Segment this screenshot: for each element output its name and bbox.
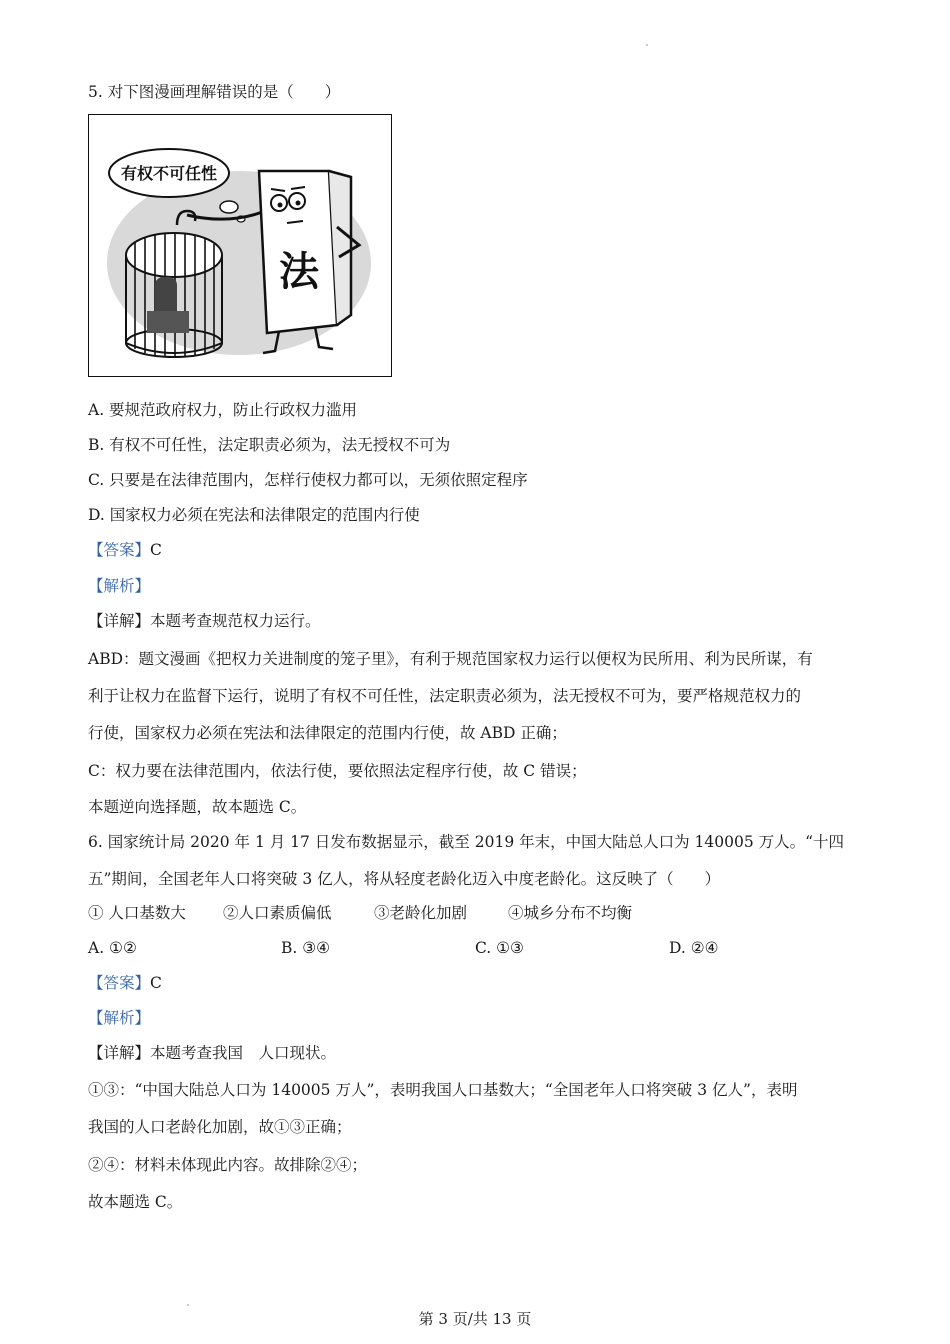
answer-value: C	[150, 541, 162, 559]
q6-explanation-3: ②④：材料未体现此内容。故排除②④；	[88, 1156, 368, 1174]
q5-option-b: B. 有权不可任性，法定职责必须为，法无授权不可为	[88, 436, 451, 454]
scan-dot	[187, 1304, 189, 1306]
q6-choice-a: A. ①②	[88, 939, 137, 957]
q6-stem-1: 6. 国家统计局 2020 年 1 月 17 日发布数据显示，截至 2019 年末，中国大陆总人口为 140005 万人。“十四	[88, 833, 845, 851]
q6-detail-line	[88, 1043, 336, 1063]
q6-item-2: ②人口素质偏低	[223, 904, 332, 922]
q5-option-c: C. 只要是在法律范围内，怎样行使权力都可以，无须依照定程序	[88, 471, 528, 489]
detail-label: 【详解】	[88, 612, 151, 630]
q6-item-4: ④城乡分布不均衡	[508, 904, 633, 922]
q6-explanation-4: 故本题选 C。	[88, 1193, 183, 1211]
cartoon-illustration	[89, 115, 391, 376]
q6-analysis-label: 【解析】	[88, 1009, 151, 1027]
q5-explanation-1: ABD：题文漫画《把权力关进制度的笼子里》，有利于规范国家权力运行以便权为民所用、利为民所谋，有	[88, 650, 813, 668]
q6-stem-2: 五”期间，全国老年人口将突破 3 亿人，将从轻度老龄化迈入中度老龄化。这反映了（ ）	[88, 870, 721, 888]
q5-stem: 5. 对下图漫画理解错误的是（ ）	[88, 83, 341, 101]
page-footer: 第 3 页/共 13 页	[418, 1310, 532, 1328]
q6-answer-line	[88, 973, 162, 993]
q5-explanation-4: C：权力要在法律范围内，依法行使，要依照法定程序行使，故 C 错误；	[88, 762, 587, 780]
cartoon-power-in-cage	[88, 114, 392, 377]
book-text: 法	[279, 249, 319, 295]
q5-option-d: D. 国家权力必须在宪法和法律限定的范围内行使	[88, 506, 420, 524]
q6-choice-c: C. ①③	[475, 939, 524, 957]
q6-item-1: ① 人口基数大	[88, 904, 186, 922]
q6-item-3: ③老龄化加剧	[374, 904, 468, 922]
scan-dot	[646, 44, 648, 46]
q6-explanation-2: 我国的人口老龄化加剧，故①③正确；	[88, 1118, 352, 1136]
q6-explanation-1: ①③：“中国大陆总人口为 140005 万人”，表明我国人口基数大；“全国老年人口将突破 3 亿人”，表明	[88, 1081, 798, 1099]
q5-answer-line	[88, 540, 162, 560]
answer-label: 【答案】	[88, 541, 151, 559]
q5-explanation-5: 本题逆向选择题，故本题选 C。	[88, 798, 307, 816]
q6-choice-b: B. ③④	[281, 939, 331, 957]
q6-choice-d: D. ②④	[669, 939, 719, 957]
q5-explanation-3: 行使，国家权力必须在宪法和法律限定的范围内行使，故 ABD 正确；	[88, 724, 567, 742]
detail-text: 本题考查我国 人口现状。	[150, 1044, 337, 1062]
q5-option-a: A. 要规范政府权力，防止行政权力滥用	[88, 401, 358, 419]
q5-explanation-2: 利于让权力在监督下运行，说明了有权不可任性，法定职责必须为，法无授权不可为，要严格规范权力的	[88, 687, 802, 705]
bubble-text: 有权不可任性	[120, 164, 218, 183]
q5-detail-line	[88, 611, 321, 631]
answer-label: 【答案】	[88, 974, 151, 992]
detail-text: 本题考查规范权力运行。	[150, 612, 321, 630]
q5-analysis-label: 【解析】	[88, 577, 151, 595]
answer-value: C	[150, 974, 162, 992]
detail-label: 【详解】	[88, 1044, 151, 1062]
